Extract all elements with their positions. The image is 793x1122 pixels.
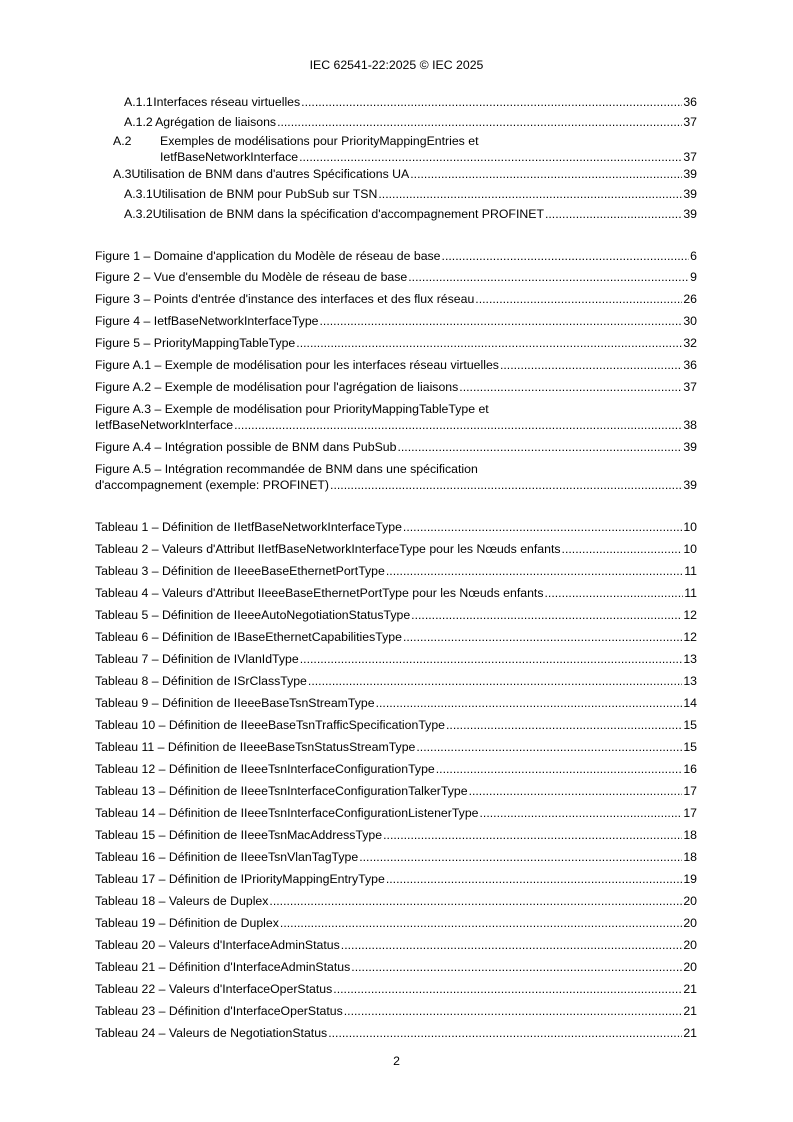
toc-entry-first-line[interactable] — [113, 134, 479, 149]
table-page: 21 — [683, 982, 697, 996]
table-page: 21 — [683, 1026, 697, 1040]
table-entry[interactable] — [95, 520, 697, 535]
dot-leader — [446, 718, 682, 733]
figure-title-line2: IetfBaseNetworkInterface — [95, 418, 234, 432]
table-page: 13 — [683, 652, 697, 666]
dot-leader — [234, 418, 682, 433]
dot-leader — [480, 806, 683, 821]
table-title: Tableau 13 – Définition de IIeeeTsnInterfaceConfigurationTalkerType — [95, 784, 468, 798]
table-page: 11 — [684, 586, 697, 600]
toc-entry[interactable] — [124, 207, 697, 222]
table-entry[interactable] — [95, 872, 697, 887]
table-entry[interactable] — [95, 806, 697, 821]
dot-leader — [269, 894, 682, 909]
dot-leader — [344, 1004, 683, 1019]
dot-leader — [459, 380, 682, 395]
table-entry[interactable] — [95, 652, 697, 667]
table-entry[interactable] — [95, 850, 697, 865]
table-entry[interactable] — [95, 718, 697, 733]
dot-leader — [545, 207, 682, 222]
table-page: 18 — [683, 828, 697, 842]
figure-entry-first-line[interactable]: Figure A.3 – Exemple de modélisation pour PriorityMappingTableType et — [95, 402, 489, 416]
dot-leader — [410, 167, 682, 182]
dot-leader — [277, 115, 682, 130]
dot-leader — [416, 740, 682, 755]
table-page: 16 — [683, 762, 697, 776]
table-title: Tableau 21 – Définition d'InterfaceAdminStatus — [95, 960, 351, 974]
toc-entry-title-line2: IetfBaseNetworkInterface — [160, 150, 299, 164]
figure-entry[interactable] — [95, 249, 697, 264]
figure-entry[interactable] — [95, 478, 697, 493]
table-entry[interactable] — [95, 982, 697, 997]
dot-leader — [500, 358, 682, 373]
table-page: 15 — [683, 740, 697, 754]
toc-entry-number: A.3.1 — [124, 187, 153, 201]
table-entry[interactable] — [95, 696, 697, 711]
dot-leader — [442, 249, 690, 264]
figure-page: 32 — [683, 336, 697, 350]
table-entry[interactable] — [95, 564, 697, 579]
toc-entry-title-line1: Exemples de modélisations pour PriorityMappingEntries et — [160, 134, 479, 148]
dot-leader — [341, 938, 683, 953]
table-title: Tableau 4 – Valeurs d'Attribut IIeeeBaseEthernetPortType pour les Nœuds enfants — [95, 586, 544, 600]
figure-page: 6 — [690, 249, 697, 263]
table-page: 20 — [683, 960, 697, 974]
dot-leader — [359, 850, 682, 865]
table-title: Tableau 12 – Définition de IIeeeTsnInterfaceConfigurationType — [95, 762, 435, 776]
dot-leader — [378, 187, 682, 202]
table-entry[interactable] — [95, 542, 697, 557]
toc-entry-page: 36 — [683, 95, 697, 109]
table-entry[interactable] — [95, 740, 697, 755]
dot-leader — [403, 520, 682, 535]
toc-entry[interactable] — [124, 95, 697, 110]
toc-entry-page: 39 — [683, 187, 697, 201]
table-entry[interactable] — [95, 784, 697, 799]
table-entry[interactable] — [95, 762, 697, 777]
table-page: 17 — [683, 806, 697, 820]
table-title: Tableau 8 – Définition de ISrClassType — [95, 674, 307, 688]
figure-title: Figure 3 – Points d'entrée d'instance des interfaces et des flux réseau — [95, 292, 475, 306]
toc-entry[interactable] — [124, 187, 697, 202]
figure-page: 38 — [683, 418, 697, 432]
figure-page: 9 — [690, 270, 697, 284]
figure-title: Figure A.4 – Intégration possible de BNM dans PubSub — [95, 440, 397, 454]
figure-title: Figure A.2 – Exemple de modélisation pour l'agrégation de liaisons — [95, 380, 459, 394]
dot-leader — [330, 478, 682, 493]
toc-entry-page: 37 — [683, 150, 697, 164]
table-title: Tableau 2 – Valeurs d'Attribut IIetfBaseNetworkInterfaceType pour les Nœuds enfants — [95, 542, 561, 556]
table-title: Tableau 18 – Valeurs de Duplex — [95, 894, 269, 908]
dot-leader — [436, 762, 683, 777]
figure-entry[interactable] — [95, 292, 697, 307]
dot-leader — [397, 440, 682, 455]
table-entry[interactable] — [95, 586, 697, 601]
table-page: 11 — [684, 564, 697, 578]
table-page: 20 — [683, 938, 697, 952]
toc-entry-page: 39 — [683, 167, 697, 181]
toc-entry[interactable] — [113, 167, 697, 182]
page-number: 2 — [393, 1054, 400, 1068]
toc-entry-title: Interfaces réseau virtuelles — [153, 95, 301, 109]
table-entry[interactable] — [95, 1004, 697, 1019]
figure-page: 39 — [683, 478, 697, 492]
table-entry[interactable] — [95, 916, 697, 931]
toc-entry-page: 37 — [683, 115, 697, 129]
figure-entry-first-line[interactable]: Figure A.5 – Intégration recommandée de BNM dans une spécification — [95, 462, 478, 476]
dot-leader — [386, 564, 683, 579]
table-page: 21 — [683, 1004, 697, 1018]
toc-entry-page: 39 — [683, 207, 697, 221]
toc-entry-number: A.3 — [113, 167, 132, 181]
table-page: 20 — [683, 894, 697, 908]
figure-entry[interactable] — [95, 380, 697, 395]
dot-leader — [386, 872, 682, 887]
dot-leader — [280, 916, 682, 931]
toc-entry-title: Utilisation de BNM dans la spécification d'accompagnement PROFINET — [152, 207, 544, 221]
dot-leader — [299, 150, 682, 165]
table-page: 14 — [683, 696, 697, 710]
table-entry[interactable] — [95, 894, 697, 909]
table-title: Tableau 24 – Valeurs de NegotiationStatus — [95, 1026, 328, 1040]
table-entry[interactable] — [95, 674, 697, 689]
table-page: 18 — [683, 850, 697, 864]
table-entry[interactable] — [95, 960, 697, 975]
dot-leader — [351, 960, 682, 975]
figure-entry[interactable] — [95, 440, 697, 455]
toc-entry[interactable] — [160, 150, 697, 165]
dot-leader — [383, 828, 682, 843]
table-page: 19 — [683, 872, 697, 886]
figure-title: Figure 5 – PriorityMappingTableType — [95, 336, 296, 350]
dot-leader — [469, 784, 683, 799]
table-title: Tableau 20 – Valeurs d'InterfaceAdminStatus — [95, 938, 340, 952]
dot-leader — [333, 982, 682, 997]
figure-page: 37 — [683, 380, 697, 394]
table-title: Tableau 3 – Définition de IIeeeBaseEthernetPortType — [95, 564, 385, 578]
dot-leader — [408, 270, 689, 285]
toc-entry-number: A.2 — [113, 134, 132, 148]
table-title: Tableau 9 – Définition de IIeeeBaseTsnStreamType — [95, 696, 375, 710]
dot-leader — [376, 696, 683, 711]
table-title: Tableau 11 – Définition de IIeeeBaseTsnStatusStreamType — [95, 740, 416, 754]
table-page: 12 — [683, 630, 697, 644]
table-entry[interactable] — [95, 608, 697, 623]
toc-entry-title: Utilisation de BNM dans d'autres Spécifications UA — [131, 167, 410, 181]
figure-entry[interactable] — [95, 336, 697, 351]
toc-entry-title: Agrégation de liaisons — [155, 115, 277, 129]
table-title: Tableau 6 – Définition de IBaseEthernetCapabilitiesType — [95, 630, 402, 644]
figure-page: 36 — [683, 358, 697, 372]
dot-leader — [308, 674, 682, 689]
table-title: Tableau 10 – Définition de IIeeeBaseTsnTrafficSpecificationType — [95, 718, 445, 732]
figure-page: 39 — [683, 440, 697, 454]
figure-entry[interactable] — [95, 314, 697, 329]
table-title: Tableau 7 – Définition de IVlanIdType — [95, 652, 299, 666]
dot-leader — [301, 95, 682, 110]
table-entry[interactable] — [95, 828, 697, 843]
page-header: IEC 62541-22:2025 © IEC 2025 — [309, 58, 484, 72]
table-title: Tableau 19 – Définition de Duplex — [95, 916, 279, 930]
table-title: Tableau 17 – Définition de IPriorityMappingEntryType — [95, 872, 385, 886]
dot-leader — [411, 608, 682, 623]
toc-entry-number: A.1.2 — [124, 115, 153, 129]
figure-entry[interactable] — [95, 418, 697, 433]
figure-entry[interactable] — [95, 270, 697, 285]
figure-title: Figure A.1 – Exemple de modélisation pour les interfaces réseau virtuelles — [95, 358, 499, 372]
toc-entry-title: Utilisation de BNM pour PubSub sur TSN — [152, 187, 378, 201]
table-title: Tableau 23 – Définition d'InterfaceOperStatus — [95, 1004, 343, 1018]
dot-leader — [562, 542, 683, 557]
table-page: 20 — [683, 916, 697, 930]
dot-leader — [300, 652, 683, 667]
figure-page: 30 — [683, 314, 697, 328]
table-page: 13 — [683, 674, 697, 688]
table-title: Tableau 22 – Valeurs d'InterfaceOperStatus — [95, 982, 333, 996]
dot-leader — [320, 314, 683, 329]
figure-page: 26 — [683, 292, 697, 306]
figure-entry[interactable] — [95, 358, 697, 373]
table-title: Tableau 15 – Définition de IIeeeTsnMacAddressType — [95, 828, 383, 842]
dot-leader — [296, 336, 682, 351]
dot-leader — [328, 1026, 682, 1041]
dot-leader — [475, 292, 682, 307]
figure-title-line2: d'accompagnement (exemple: PROFINET) — [95, 478, 330, 492]
dot-leader — [403, 630, 682, 645]
table-entry[interactable] — [95, 938, 697, 953]
table-page: 15 — [683, 718, 697, 732]
figure-title: Figure 1 – Domaine d'application du Modèle de réseau de base — [95, 249, 441, 263]
table-entry[interactable] — [95, 1026, 697, 1041]
table-title: Tableau 14 – Définition de IIeeeTsnInterfaceConfigurationListenerType — [95, 806, 479, 820]
figure-title: Figure 4 – IetfBaseNetworkInterfaceType — [95, 314, 319, 328]
table-title: Tableau 5 – Définition de IIeeeAutoNegotiationStatusType — [95, 608, 411, 622]
table-page: 10 — [683, 542, 697, 556]
table-title: Tableau 16 – Définition de IIeeeTsnVlanTagType — [95, 850, 359, 864]
table-page: 17 — [683, 784, 697, 798]
table-page: 12 — [683, 608, 697, 622]
table-entry[interactable] — [95, 630, 697, 645]
table-title: Tableau 1 – Définition de IIetfBaseNetworkInterfaceType — [95, 520, 402, 534]
figure-title: Figure 2 – Vue d'ensemble du Modèle de réseau de base — [95, 270, 408, 284]
toc-entry[interactable] — [124, 115, 697, 130]
toc-entry-number: A.1.1 — [124, 95, 153, 109]
dot-leader — [544, 586, 683, 601]
toc-entry-number: A.3.2 — [124, 207, 153, 221]
table-page: 10 — [683, 520, 697, 534]
